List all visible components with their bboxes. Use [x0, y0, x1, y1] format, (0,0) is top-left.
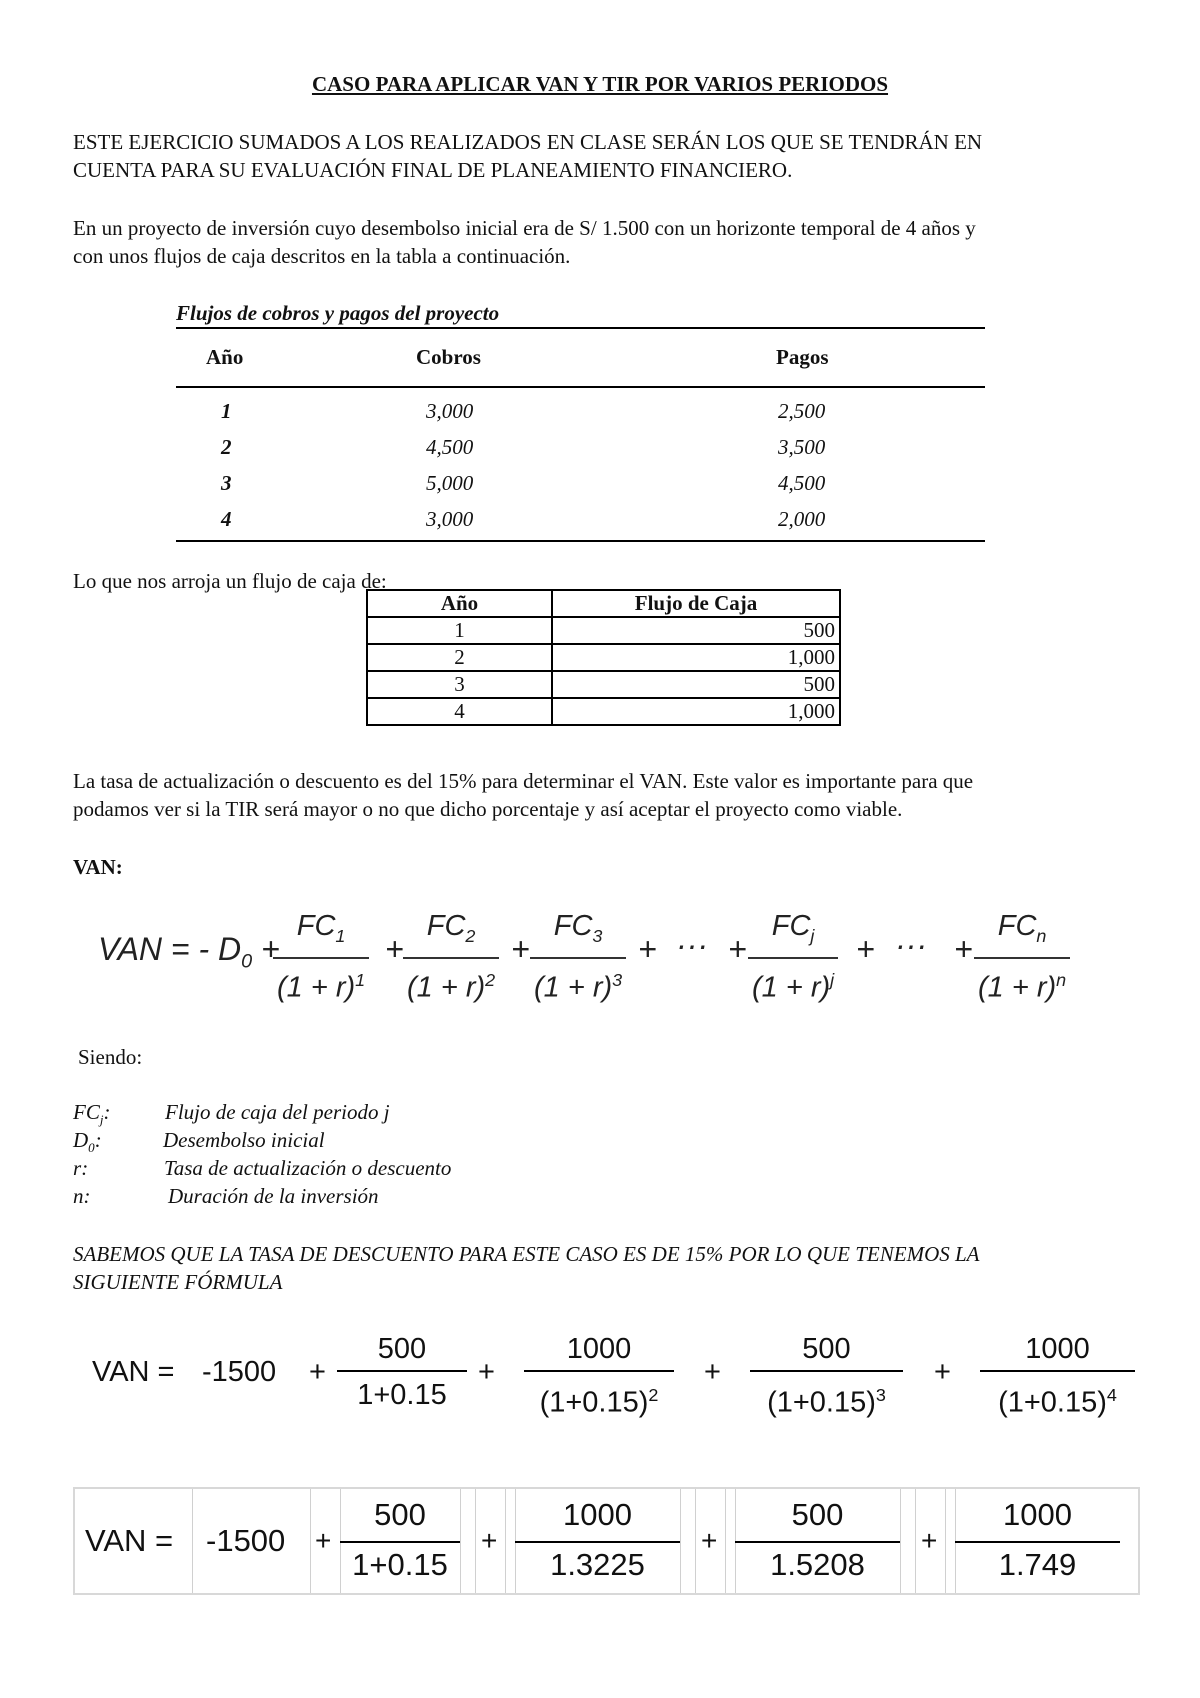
- term-den: [524, 1372, 674, 1426]
- term-den-sup: j: [830, 969, 835, 990]
- formula-lhs-sub: 0: [241, 950, 253, 973]
- table-row: [176, 502, 985, 538]
- definition-key-sub: 0: [88, 1140, 95, 1156]
- term-exp: 4: [1106, 1385, 1117, 1405]
- plus-sign: +: [704, 1356, 721, 1388]
- formula-lhs: VAN =: [85, 1523, 174, 1558]
- statement: [73, 1240, 980, 1296]
- definition-key: [73, 1128, 102, 1156]
- table-row: [176, 394, 985, 430]
- table-header-row: [367, 590, 840, 617]
- table-row: [176, 430, 985, 466]
- term-den: 1+0.15: [352, 1547, 448, 1582]
- intro-line: con unos flujos de caja descritos en la tabla a continuación.: [73, 244, 571, 268]
- plus-sign: +: [728, 931, 747, 967]
- spreadsheet-cell: [695, 1489, 726, 1593]
- term-num: 1000: [563, 1497, 632, 1532]
- term-num-sub: 1: [335, 925, 346, 946]
- formula-lhs-text: VAN = - D: [98, 931, 242, 967]
- flow-intro: Lo que nos arroja un flujo de caja de:: [73, 569, 387, 593]
- cell-flow: 1,000: [552, 698, 840, 725]
- table-rule: [176, 540, 985, 542]
- plus-sign: +: [478, 1356, 495, 1388]
- plus-sign: +: [309, 1356, 326, 1388]
- definition-value: Tasa de actualización o descuento: [164, 1156, 452, 1180]
- cell-cobros: 5,000: [426, 471, 474, 495]
- cell-cobros: 3,000: [426, 507, 474, 531]
- spreadsheet-cell: [680, 1489, 696, 1593]
- cell-year: 2: [367, 644, 552, 671]
- cell-flow: 1,000: [552, 644, 840, 671]
- header-pagos: Pagos: [776, 345, 829, 369]
- definition-value: Desembolso inicial: [163, 1128, 325, 1152]
- term-den-text: (1+0.15): [998, 1386, 1107, 1419]
- initial-outlay: -1500: [206, 1523, 286, 1558]
- spreadsheet-cell: [340, 1489, 461, 1593]
- intro-line: En un proyecto de inversión cuyo desembolso inicial era de S/ 1.500 con un horizonte temporal de 4 años y: [73, 216, 976, 240]
- definition-key: [73, 1184, 91, 1209]
- definition-value: Duración de la inversión: [168, 1184, 379, 1208]
- van-label: VAN:: [73, 855, 123, 879]
- term-num: 500: [802, 1333, 851, 1365]
- cell-pagos: 3,500: [778, 435, 826, 459]
- spreadsheet-cell: [915, 1489, 946, 1593]
- term-den: (1 + r): [978, 971, 1057, 1004]
- definition-key-text: r: [73, 1156, 82, 1180]
- cell-year: 1: [367, 617, 552, 644]
- spreadsheet-cell: [515, 1489, 681, 1593]
- cell-cobros: 3,000: [426, 399, 474, 423]
- spreadsheet-cell: [900, 1489, 916, 1593]
- term-num-sub: n: [1036, 925, 1047, 946]
- term-den-sup: 2: [485, 969, 496, 990]
- table-row: [367, 644, 840, 671]
- van-numeric-formula: [92, 1328, 1152, 1428]
- header-flow: Flujo de Caja: [552, 590, 840, 617]
- table-row: [367, 617, 840, 644]
- plus-sign: +: [638, 931, 657, 967]
- spreadsheet-cell: [460, 1489, 476, 1593]
- van-computed-formula: [73, 1487, 1140, 1595]
- cell-year: 4: [221, 507, 232, 531]
- term-den: 1.3225: [550, 1547, 645, 1582]
- term-num-sub: 2: [465, 925, 476, 946]
- plus-sign: +: [934, 1356, 951, 1388]
- term-num-sub: 3: [592, 925, 603, 946]
- definition-key-suffix: :: [103, 1100, 111, 1124]
- intro-caps: [73, 128, 982, 184]
- rate-line: podamos ver si la TIR será mayor o no que dicho porcentaje y así aceptar el proyecto como viable.: [73, 797, 903, 821]
- term-den-text: (1+0.15): [539, 1386, 649, 1419]
- intro-caps-line: CUENTA PARA SU EVALUACIÓN FINAL DE PLANEAMIENTO FINANCIERO.: [73, 158, 793, 182]
- term-num-sub: j: [810, 925, 815, 946]
- spreadsheet-cell: [192, 1489, 311, 1593]
- ellipsis: ···: [895, 927, 927, 963]
- cell-flow: 500: [552, 617, 840, 644]
- ellipsis: ···: [676, 927, 708, 963]
- plus-sign: +: [315, 1525, 332, 1556]
- spreadsheet-cell: [475, 1489, 506, 1593]
- statement-line: SIGUIENTE FÓRMULA: [73, 1270, 283, 1294]
- term-den-sup: n: [1056, 969, 1067, 990]
- cell-pagos: 2,000: [778, 507, 826, 531]
- formula-term: [974, 905, 1070, 1008]
- header-cobros: Cobros: [416, 345, 481, 369]
- van-general-formula: [98, 905, 1098, 1005]
- plus-sign: +: [385, 931, 404, 967]
- plus-sign: +: [856, 931, 875, 967]
- formula-term: [403, 905, 499, 1008]
- term-den-text: (1+0.15): [767, 1386, 876, 1419]
- term-den: [750, 1372, 903, 1426]
- fraction-bar: [340, 1541, 460, 1543]
- definition-key-text: n: [73, 1184, 84, 1208]
- plus-sign: +: [954, 931, 973, 967]
- term-num: 1000: [1003, 1497, 1072, 1532]
- term-num: FC: [553, 910, 593, 942]
- term-den: (1 + r): [752, 971, 831, 1004]
- fraction-bar: [955, 1541, 1120, 1543]
- plus-sign: +: [511, 931, 530, 967]
- definition-key-suffix: :: [94, 1128, 102, 1152]
- term-num: FC: [296, 910, 336, 942]
- cell-year: 2: [221, 435, 232, 459]
- term-den: 1.5208: [770, 1547, 865, 1582]
- statement-line: SABEMOS QUE LA TASA DE DESCUENTO PARA ESTE CASO ES DE 15% POR LO QUE TENEMOS LA: [73, 1242, 980, 1266]
- cell-flow: 500: [552, 671, 840, 698]
- formula-term: [980, 1328, 1135, 1426]
- cell-year: 3: [367, 671, 552, 698]
- term-num: FC: [997, 910, 1037, 942]
- siendo-label: Siendo:: [78, 1045, 143, 1069]
- term-num: FC: [771, 910, 811, 942]
- term-num: 500: [377, 1333, 427, 1365]
- term-num: FC: [426, 910, 466, 942]
- term-den: 1.749: [998, 1547, 1077, 1582]
- rate-line: La tasa de actualización o descuento es del 15% para determinar el VAN. Este valor es importante para que: [73, 769, 974, 793]
- term-num: 1000: [566, 1333, 632, 1365]
- plus-sign: +: [481, 1525, 498, 1556]
- term-den: (1 + r): [534, 971, 613, 1004]
- spreadsheet-cell: [735, 1489, 901, 1593]
- formula-term: [337, 1328, 467, 1418]
- header-year: Año: [367, 590, 552, 617]
- intro-paragraph: [73, 214, 976, 270]
- formula-lhs: VAN = - $D_0$ +: [98, 931, 280, 973]
- definition-key: [73, 1100, 110, 1128]
- term-den: (1 + r): [407, 971, 486, 1004]
- plus-sign: +: [701, 1525, 718, 1556]
- term-den: [980, 1372, 1135, 1426]
- term-den-sup: 1: [355, 969, 366, 990]
- table-header-row: [176, 329, 985, 386]
- definition-key-sub: j: [99, 1112, 104, 1128]
- term-exp: 2: [648, 1385, 659, 1405]
- formula-term: [524, 1328, 674, 1426]
- term-den-sup: 3: [612, 969, 623, 990]
- definition-key-suffix: :: [81, 1156, 89, 1180]
- term-num: 1000: [1025, 1333, 1090, 1365]
- plus-sign: +: [921, 1525, 938, 1556]
- initial-outlay: -1500: [202, 1356, 277, 1388]
- page-title: CASO PARA APLICAR VAN Y TIR POR VARIOS PERIODOS: [311, 72, 889, 96]
- net-flow-table: [366, 589, 841, 726]
- fraction-bar: [735, 1541, 900, 1543]
- spreadsheet-cell: [310, 1489, 341, 1593]
- cell-pagos: 2,500: [778, 399, 826, 423]
- definition-key-text: FC: [73, 1100, 100, 1124]
- formula-term: [750, 1328, 903, 1426]
- term-num: 500: [791, 1497, 844, 1532]
- definition-key: [73, 1156, 88, 1181]
- table-caption: Flujos de cobros y pagos del proyecto: [176, 301, 500, 325]
- formula-term: [273, 905, 369, 1008]
- spreadsheet-cell: [75, 1489, 193, 1593]
- formula-term: [748, 905, 838, 1008]
- cell-year: 4: [367, 698, 552, 725]
- term-den: (1 + r): [277, 971, 356, 1004]
- spreadsheet-cell: [955, 1489, 1136, 1593]
- header-year: Año: [206, 345, 244, 369]
- term-den: 1+0.15: [357, 1379, 447, 1411]
- table-row: [176, 466, 985, 502]
- cell-year: 3: [221, 471, 232, 495]
- cell-pagos: 4,500: [778, 471, 826, 495]
- formula-term: [530, 905, 626, 1008]
- definition-value: Flujo de caja del periodo j: [165, 1100, 390, 1124]
- fraction-bar: [515, 1541, 680, 1543]
- term-num: 500: [374, 1497, 426, 1532]
- intro-caps-line: ESTE EJERCICIO SUMADOS A LOS REALIZADOS EN CLASE SERÁN LOS QUE SE TENDRÁN EN: [73, 130, 983, 154]
- definition-key-suffix: :: [83, 1184, 91, 1208]
- cash-flow-table: [176, 300, 985, 542]
- term-exp: 3: [875, 1385, 886, 1405]
- table-row: [367, 698, 840, 725]
- cell-year: 1: [221, 399, 232, 423]
- cell-cobros: 4,500: [426, 435, 474, 459]
- rate-paragraph: [73, 767, 973, 823]
- formula-lhs: VAN =: [92, 1356, 175, 1388]
- table-row: [367, 671, 840, 698]
- definition-key-text: D: [73, 1128, 89, 1152]
